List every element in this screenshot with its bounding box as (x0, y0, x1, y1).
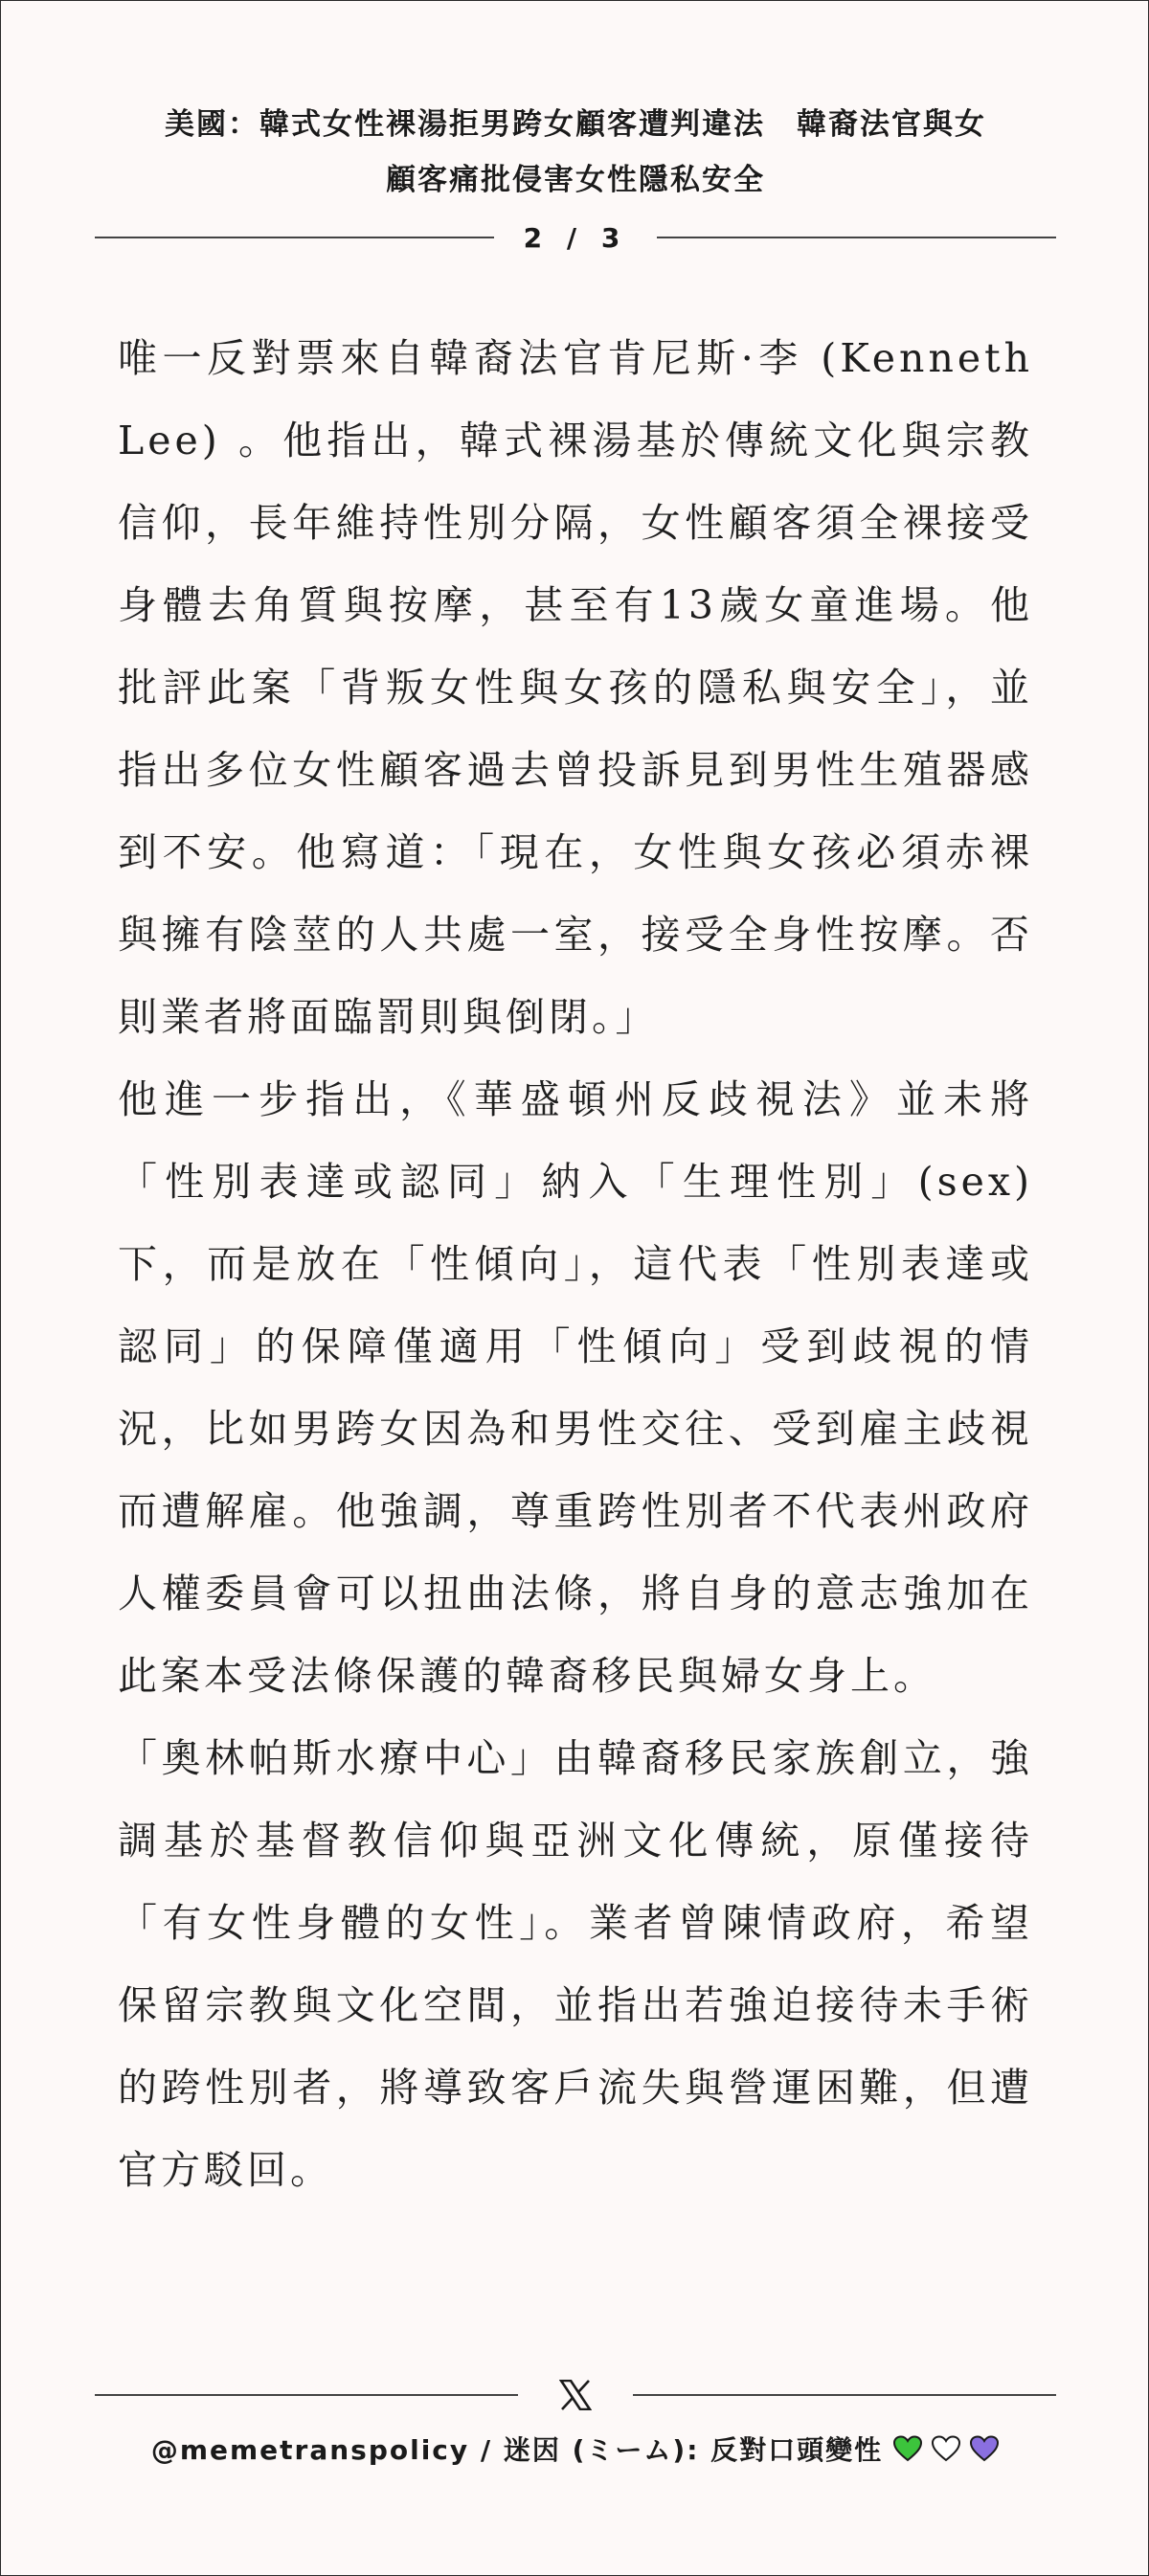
page-title (106, 97, 1045, 208)
title-line-1: 美國：韓式女性裸湯拒男跨女顧客遭判違法 韓裔法官與女 (165, 107, 986, 142)
divider-left (95, 237, 494, 238)
page-indicator-row (95, 214, 1056, 261)
article-body (118, 317, 1033, 2211)
divider-right (657, 237, 1056, 238)
footer-divider-row (95, 2366, 1056, 2424)
title-line-2: 顧客痛批侵害女性隱私安全 (386, 163, 765, 197)
purple-heart-icon (969, 2435, 1000, 2462)
hearts (892, 2435, 1000, 2462)
paragraph-2: 他進一步指出，《華盛頓州反歧視法》並未將「性別表達或認同」納入「生理性別」(sex) 下，而是放在「性傾向」，這代表「性別表達或認同」的保障僅適用「性傾向」受到歧視的情況，比如男跨女因為和男性交往、受到雇主歧視而遭解雇。他強調，尊重跨性別者不代表州政府人權委員會可以扭曲法條，將自身的意志強加在此案本受法條保護的韓裔移民與婦女身上。 (118, 1076, 1033, 1699)
footer-credit (95, 2429, 1056, 2468)
credit-text: @memetranspolicy / 迷因 (ミーム): 反對口頭變性 (150, 2434, 884, 2466)
paragraph-1: 唯一反對票來自韓裔法官肯尼斯·李 (Kenneth Lee) 。他指出，韓式裸湯基於傳統文化與宗教信仰，長年維持性別分隔，女性顧客須全裸接受身體去角質與按摩，甚至有13歲女童進場。他批評此案「背叛女性與女孩的隱私與安全」，並指出多位女性顧客過去曾投訴見到男性生殖器感到不安。他寫道：「現在，女性與女孩必須赤裸與擁有陰莖的人共處一室，接受全身性按摩。否則業者將面臨罰則與倒閉。」 (118, 335, 1033, 1040)
x-logo-icon (518, 2380, 633, 2410)
white-heart-icon (931, 2435, 961, 2462)
page-indicator: 2 / 3 (523, 221, 628, 254)
footer-divider-left (95, 2394, 518, 2396)
green-heart-icon (892, 2435, 923, 2462)
footer-divider-right (633, 2394, 1056, 2396)
paragraph-3: 「奧林帕斯水療中心」由韓裔移民家族創立，強調基於基督教信仰與亞洲文化傳統，原僅接待「有女性身體的女性」。業者曾陳情政府，希望保留宗教與文化空間，並指出若強迫接待未手術的跨性別者，將導致客戶流失與營運困難，但遭官方駁回。 (118, 1735, 1033, 2193)
